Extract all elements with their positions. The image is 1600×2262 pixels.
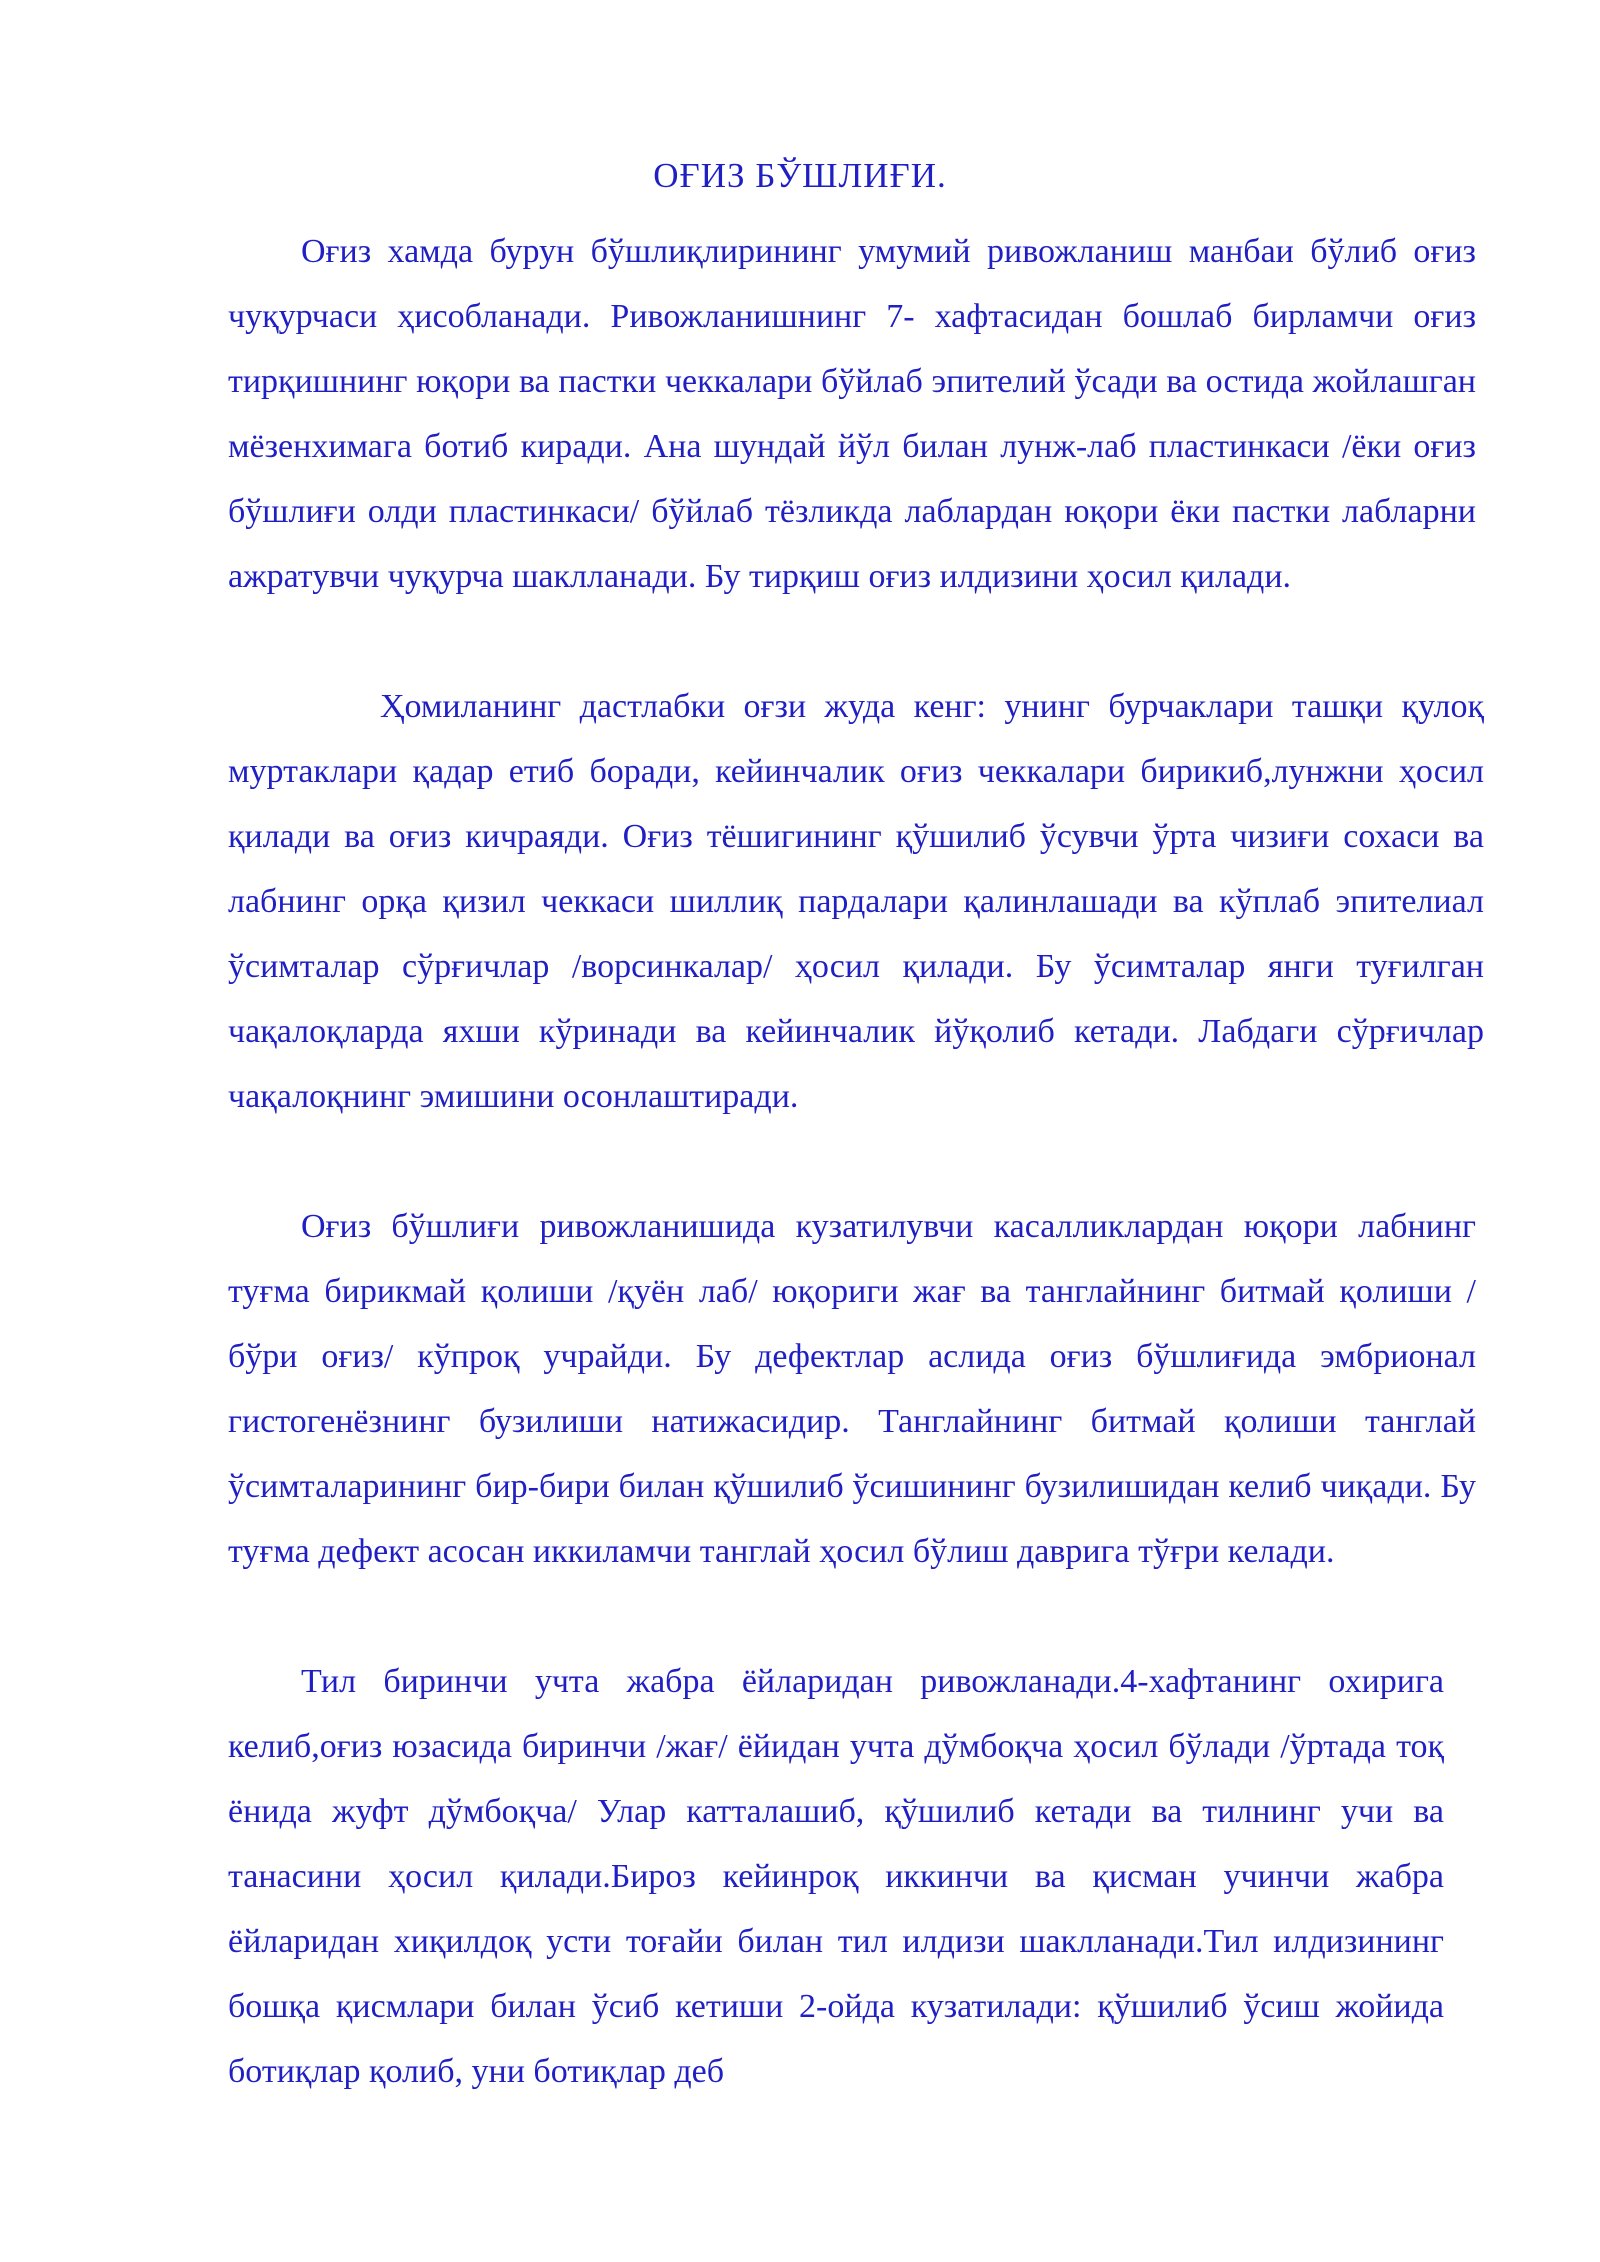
document-title: ОҒИЗ БЎШЛИҒИ. (653, 156, 947, 195)
paragraph-oral-cavity-origin: Оғиз хамда бурун бўшлиқлирининг умумий ривожланиш манбаи бўлиб оғиз чуқурчаси ҳисобланади. Ривожланишнинг 7- хафтасидан бошлаб бирламчи оғиз тирқишнинг юқори ва пастки чеккалари бўйлаб эпителий ўсади ва остида жойлашган мёзенхимага ботиб киради. Ана шундай йўл билан лунж-лаб пластинкаси /ёки оғиз бўшлиғи олди пластинкаси/ бўйлаб тёзликда лаблардан юқори ёки пастки лабларни ажратувчи чуқурча шаклланади. Бу тирқиш оғиз илдизини ҳосил қилади. (228, 233, 1476, 595)
paragraph-tongue-development: Тил биринчи учта жабра ёйларидан ривожланади.4-хафтанинг охирига келиб,оғиз юзасида биринчи /жағ/ ёйидан учта дўмбоқча ҳосил бўлади /ўртада тоқ ёнида жуфт дўмбоқча/ Улар катталашиб, қўшилиб кетади ва тилнинг учи ва танасини ҳосил қилади.Бироз кейинроқ иккинчи ва қисман учинчи жабра ёйларидан хиқилдоқ усти тоғайи билан тил илдизи шаклланади.Тил илдизининг бошқа қисмлари билан ўсиб кетиши 2-ойда кузатилади: қўшилиб ўсиш жойида ботиқлар қолиб, уни ботиқлар деб (228, 1663, 1444, 2090)
paragraph-fetal-mouth: Ҳомиланинг дастлабки оғзи жуда кенг: унинг бурчаклари ташқи қулоқ муртаклари қадар етиб боради, кейинчалик оғиз чеккалари бирикиб,лунжни ҳосил қилади ва оғиз кичраяди. Оғиз тёшигининг қўшилиб ўсувчи ўрта чизиғи сохаси ва лабнинг орқа қизил чеккаси шиллиқ пардалари қалинлашади ва кўплаб эпителиал ўсимталар сўрғичлар /ворсинкалар/ ҳосил қилади. Бу ўсимталар янги туғилган чақалоқларда яхши кўринади ва кейинчалик йўқолиб кетади. Лабдаги сўрғичлар чақалоқнинг эмишини осонлаштиради. (228, 688, 1484, 1115)
paragraph-developmental-defects: Оғиз бўшлиғи ривожланишида кузатилувчи касалликлардан юқори лабнинг туғма бирикмай қолиши /қуён лаб/ юқориги жағ ва танглайнинг битмай қолиши /бўри оғиз/ кўпроқ учрайди. Бу дефектлар аслида оғиз бўшлиғида эмбрионал гистогенёзнинг бузилиши натижасидир. Танглайнинг битмай қолиши танглай ўсимталарининг бир-бири билан қўшилиб ўсишининг бузилишидан келиб чиқади. Бу туғма дефект асосан иккиламчи танглай ҳосил бўлиш даврига тўғри келади. (228, 1208, 1476, 1570)
